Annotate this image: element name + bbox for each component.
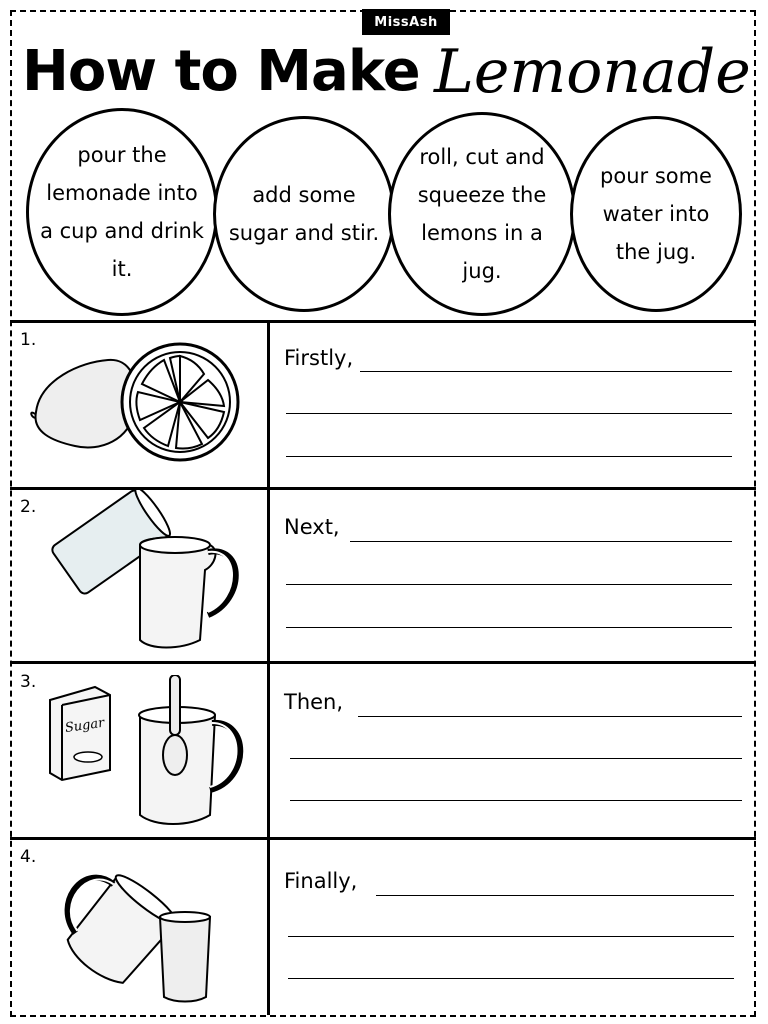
jug-pouring-into-glass-icon: [60, 855, 220, 1005]
title-part-2: Lemonade: [434, 37, 751, 107]
step-4-write-line[interactable]: [376, 895, 734, 896]
step-4-write-line[interactable]: [288, 978, 734, 979]
sugar-and-jug-icon: [40, 675, 250, 835]
lemon-icon: [30, 340, 245, 465]
brand-badge: MissAsh: [362, 9, 450, 35]
row-divider-2: [10, 661, 756, 664]
glass-pouring-into-jug-icon: [40, 490, 250, 660]
step-1-write-line[interactable]: [286, 413, 732, 414]
oval-option-4: [570, 116, 742, 312]
step-1-prompt: Firstly,: [284, 346, 354, 370]
step-2-prompt: Next,: [284, 515, 340, 539]
oval-option-2: [213, 116, 395, 312]
step-4-write-line[interactable]: [288, 936, 734, 937]
oval-option-4-text: pour some water into the jug.: [600, 164, 712, 264]
step-3-write-line[interactable]: [290, 758, 742, 759]
row-divider-3: [10, 837, 756, 840]
step-1-write-line[interactable]: [286, 456, 732, 457]
step-4-number: 4.: [20, 847, 37, 867]
step-3-write-line[interactable]: [358, 716, 742, 717]
step-1-number: 1.: [20, 330, 37, 350]
oval-option-3-text: roll, cut and squeeze the lemons in a jug.: [417, 145, 547, 283]
step-2-write-line[interactable]: [350, 541, 732, 542]
step-3-number: 3.: [20, 672, 37, 692]
step-2-write-line[interactable]: [286, 627, 732, 628]
step-4-prompt: Finally,: [284, 869, 358, 893]
step-3-prompt: Then,: [284, 690, 344, 714]
title-part-1: How to Make: [22, 39, 420, 104]
oval-option-1-text: pour the lemonade into a cup and drink it.: [40, 143, 204, 281]
svg-text:Sugar: Sugar: [64, 715, 106, 737]
oval-option-2-text: add some sugar and stir.: [228, 183, 380, 245]
oval-option-1: [26, 108, 218, 316]
step-2-number: 2.: [20, 497, 37, 517]
oval-option-3: [388, 112, 576, 316]
step-3-write-line[interactable]: [290, 800, 742, 801]
step-2-write-line[interactable]: [286, 584, 732, 585]
table-top-border: [10, 320, 756, 323]
column-divider: [267, 320, 270, 1015]
page-title: [22, 36, 762, 108]
step-1-write-line[interactable]: [360, 371, 732, 372]
